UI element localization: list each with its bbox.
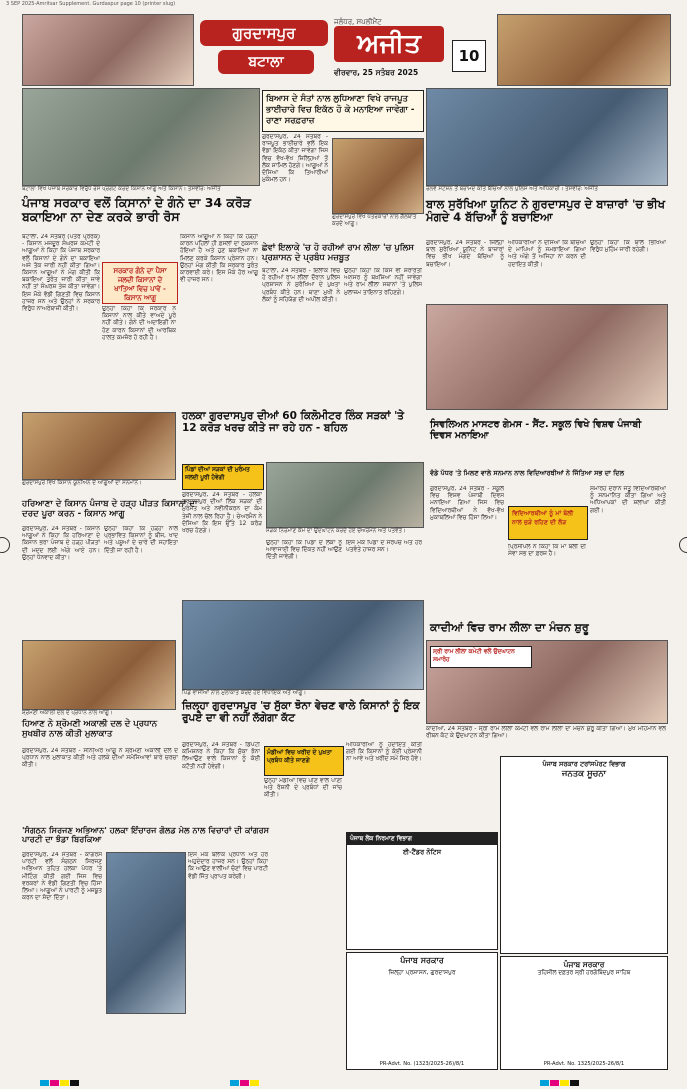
issue-date: ਵੀਰਵਾਰ, 25 ਸਤੰਬਰ 2025 xyxy=(334,68,419,77)
article-body: ਉਨ੍ਹਾਂ ਮੰਡੀਆਂ ਵਿਚ ਪੀਣ ਵਾਲੇ ਪਾਣੀ ਅਤੇ ਰੋਸ਼ਨੀ ਦੇ ਪ੍ਰਬੰਧਾਂ ਦੀ ਜਾਂਚ ਕੀਤੀ। xyxy=(264,778,342,799)
article-body: ਗੁਰਦਾਸਪੁਰ, 24 ਸਤੰਬਰ - ਹਲਕਾ ਗੁਰਦਾਸਪੁਰ ਦੀਆਂ ਲਿੰਕ ਸੜਕਾਂ ਦੀ ਮੁਰੰਮਤ ਅਤੇ ਨਵੀਨੀਕਰਨ ਦਾ ਕੰਮ ਤੇਜ਼ੀ ਨਾਲ ਚੱਲ ਰਿਹਾ ਹੈ। ਚੇਅਰਮੈਨ ਨੇ ਦੱਸਿਆ ਕਿ ਇਸ ਉੱਤੇ 12 ਕਰੋੜ ਖਰਚ ਹੋਣਗੇ। xyxy=(182,492,262,535)
ad-government-notice xyxy=(346,952,498,1070)
article-body: ਗੁਰਦਾਸਪੁਰ, 24 ਸਤੰਬਰ - ਜ਼ਿਲ੍ਹਾ ਬਾਲ ਸੁਰੱਖਿਆ ਯੂਨਿਟ ਨੇ ਬਾਜ਼ਾਰਾਂ ਵਿਚ ਭੀਖ ਮੰਗਦੇ ਬੱਚਿਆਂ ਨੂੰ ਬਚਾਇਆ। xyxy=(426,240,504,268)
article-body: ਕਾਦੀਆਂ, 24 ਸਤੰਬਰ - ਸ੍ਰੀ ਰਾਮ ਲੀਲਾ ਕਮੇਟੀ ਵਲੋਂ ਰਾਮ ਲੀਲਾ ਦਾ ਮੰਚਨ ਸ਼ੁਰੂ ਕੀਤਾ ਗਿਆ। ਮੁੱਖ ਮਹਿਮਾਨ ਵਲੋਂ ਰੀਬਨ ਕੱਟ ਕੇ ਉਦਘਾਟਨ ਕੀਤਾ ਗਿਆ। xyxy=(426,726,666,740)
page-number: 10 xyxy=(452,40,486,72)
photo-caption: ਪਿੰਡ ਵਾਸੀਆਂ ਨਾਲ ਮੁਲਾਕਾਤ ਕਰਦੇ ਹੋਏ ਵਿਧਾਇਕ ਅਤੇ ਆਗੂ। xyxy=(182,690,307,696)
registration-swatch xyxy=(560,1080,569,1086)
crop-mark-left xyxy=(0,537,10,553)
photo-akali-meeting xyxy=(22,640,176,710)
ad-header: ਪੰਜਾਬ ਸਰਕਾਰ xyxy=(563,960,605,969)
article-body: ਉਨ੍ਹਾਂ ਕਿਹਾ ਕਿ ਪਿੰਡਾਂ ਦੇ ਲੋਕਾਂ ਨੂੰ ਆਵਾਜਾਈ ਵਿਚ ਦਿੱਕਤ ਨਹੀਂ ਆਉਣ ਦਿੱਤੀ ਜਾਵੇਗੀ। xyxy=(266,540,342,561)
photo-mla-villagers xyxy=(182,600,424,690)
photo-caption: ਬਟਾਲਾ ਵਿਖੇ ਪੰਜਾਬ ਸਰਕਾਰ ਵਿਰੁੱਧ ਰੋਸ ਪ੍ਰਗਟ ਕਰਦੇ ਕਿਸਾਨ ਆਗੂ ਅਤੇ ਕਿਸਾਨ। ਤਸਵੀਰ: ਅਜੀਤ xyxy=(22,186,221,192)
headline-farmers-dues: ਪੰਜਾਬ ਸਰਕਾਰ ਵਲੋਂ ਕਿਸਾਨਾਂ ਦੇ ਗੰਨੇ ਦਾ 34 ਕਰੋੜ ਬਕਾਇਆ ਨਾ ਦੇਣ ਕਰਕੇ ਭਾਰੀ ਰੋਸ xyxy=(22,195,251,225)
article-body: ਬਟਾਲਾ, 24 ਸਤੰਬਰ (ਪੱਤਰ ਪ੍ਰੇਰਕ) - ਕਿਸਾਨ ਮਜਦੂਰ ਸੰਘਰਸ਼ ਕਮੇਟੀ ਦੇ ਆਗੂਆਂ ਨੇ ਕਿਹਾ ਕਿ ਪੰਜਾਬ ਸਰਕਾਰ ਵਲੋਂ ਕਿਸਾਨਾਂ ਦੇ ਗੰਨੇ ਦਾ ਬਕਾਇਆ ਅਜੇ ਤੱਕ ਜਾਰੀ ਨਹੀਂ ਕੀਤਾ ਗਿਆ। ਕਿਸਾਨ ਆਗੂਆਂ ਨੇ ਮੰਗ ਕੀਤੀ ਕਿ ਬਕਾਇਆ ਤੁਰੰਤ ਜਾਰੀ ਕੀਤਾ ਜਾਵੇ ਨਹੀਂ ਤਾਂ ਸੰਘਰਸ਼ ਤੇਜ਼ ਕੀਤਾ ਜਾਵੇਗਾ। ਇਸ ਮੌਕੇ ਵੱਡੀ ਗਿਣਤੀ ਵਿਚ ਕਿਸਾਨ ਹਾਜ਼ਰ ਸਨ ਅਤੇ ਉਨ੍ਹਾਂ ਨੇ ਸਰਕਾਰ ਵਿਰੁੱਧ ਨਾਅਰੇਬਾਜ਼ੀ ਕੀਤੀ। xyxy=(22,234,100,313)
article-body: ਬਟਾਲਾ, 24 ਸਤੰਬਰ - ਇਲਾਕੇ ਵਿਚ ਹੋ ਰਹੀਆਂ ਰਾਮ ਲੀਲਾ ਦੌਰਾਨ ਪੁਲਿਸ ਪ੍ਰਸ਼ਾਸਨ ਨੇ ਸੁਰੱਖਿਆ ਦੇ ਪੁਖ਼ਤਾ ਪ੍ਰਬੰਧ ਕੀਤੇ ਹਨ। ਥਾਣਾ ਮੁਖੀ ਨੇ ਲੋਕਾਂ ਨੂੰ ਸਹਿਯੋਗ ਦੀ ਅਪੀਲ ਕੀਤੀ। xyxy=(262,268,340,303)
ad-header: ਪੰਜਾਬ ਸਰਕਾਰ xyxy=(400,956,444,965)
headline-punjabi-day: ਸਿਵਲਿਅਨ ਮਾਸਟਰ ਗੇਮਸ - ਸੈਂਟ. ਸਕੂਲ ਵਿਖੇ ਵਿਸ਼ਵ ਪੰਜਾਬੀ ਦਿਵਸ ਮਨਾਇਆ xyxy=(430,419,642,441)
article-body: ਉਨ੍ਹਾਂ ਕਿਹਾ ਕਿ ਹੜ੍ਹਾਂ ਨਾਲ ਪ੍ਰਭਾਵਿਤ ਕਿਸਾਨਾਂ ਨੂੰ ਬੀਜ, ਖਾਦ ਅਤੇ ਪਸ਼ੂਆਂ ਦੇ ਚਾਰੇ ਦੀ ਸਹਾਇਤਾ ਦਿੱਤੀ ਜਾ ਰਹੀ ਹੈ। xyxy=(104,526,178,554)
headline-qadian-ramleela: ਕਾਦੀਆਂ ਵਿਚ ਰਾਮ ਲੀਲਾ ਦਾ ਮੰਚਨ ਸ਼ੁਰੂ xyxy=(430,621,589,634)
ad-title: ਜਨਤਕ ਸੂਚਨਾ xyxy=(561,769,607,779)
article-body: ਪ੍ਰਿੰਸੀਪਲ ਨੇ ਕਿਹਾ ਕਿ ਮਾਂ ਬੋਲੀ ਦੀ ਸੇਵਾ ਸਭ ਦਾ ਫ਼ਰਜ਼ ਹੈ। xyxy=(508,544,586,558)
headline-rajput-gathering: ਬਿਆਸ ਦੇ ਸੰਤਾਂ ਨਾਲ ਲੁਧਿਆਣਾ ਵਿਖੇ ਰਾਜਪੂਤ ਭਾਈਚਾਰੇ ਵਿਚ ਇਕੱਠ ਹੋ ਕੇ ਮਨਾਇਆ ਜਾਵੇਗਾ - ਰਾਣਾ ਸਰਫ਼ਰਾਜ਼ xyxy=(266,94,415,126)
masthead-temple-image-left xyxy=(22,14,194,86)
photo-caption: ਸੜਕ ਨਿਰਮਾਣ ਕੰਮ ਦਾ ਉਦਘਾਟਨ ਕਰਦੇ ਹੋਏ ਚੇਅਰਮੈਨ ਅਤੇ ਪਤਵੰਤੇ। xyxy=(266,528,406,534)
registration-swatch xyxy=(70,1080,79,1086)
article-body: ਕਿਸਾਨ ਆਗੂਆਂ ਨੇ ਕਿਹਾ ਕਿ ਹੜ੍ਹਾਂ ਕਾਰਨ ਪਹਿਲਾਂ ਹੀ ਫ਼ਸਲਾਂ ਦਾ ਨੁਕਸਾਨ ਹੋਇਆ ਹੈ ਅਤੇ ਹੁਣ ਬਕਾਇਆ ਨਾ ਮਿਲਣ ਕਰਕੇ ਕਿਸਾਨ ਪ੍ਰੇਸ਼ਾਨ ਹਨ। ਉਨ੍ਹਾਂ ਮੰਗ ਕੀਤੀ ਕਿ ਸਰਕਾਰ ਤੁਰੰਤ ਕਾਰਵਾਈ ਕਰੇ। ਇਸ ਮੌਕੇ ਹੋਰ ਆਗੂ ਵੀ ਹਾਜ਼ਰ ਸਨ। xyxy=(180,234,258,284)
paper-logo xyxy=(334,26,444,62)
photo-road-inauguration xyxy=(266,462,424,528)
pullquote-text: ਵਿਦਿਆਰਥੀਆਂ ਨੂੰ ਮਾਂ ਬੋਲੀ ਨਾਲ ਜੁੜੇ ਰਹਿਣ ਦੀ ਲੋੜ xyxy=(512,510,574,526)
registration-swatch xyxy=(50,1080,59,1086)
photo-caption: ਗੁਰਦਾਸਪੁਰ ਵਿਖੇ ਪੱਤਰਕਾਰਾਂ ਨਾਲ ਗੱਲਬਾਤ ਕਰਦੇ ਆਗੂ। xyxy=(332,214,417,227)
photo-school-event xyxy=(426,304,668,410)
registration-swatch xyxy=(570,1080,579,1086)
ad-tehsil-notice xyxy=(500,956,668,1070)
article-body: ਉਨ੍ਹਾਂ ਕਿਹਾ ਕਿ ਬਾਲ ਭਿੱਖਿਆ ਵਿਰੁੱਧ ਮੁਹਿੰਮ ਜਾਰੀ ਰਹੇਗੀ। xyxy=(590,240,666,254)
headline-link-roads: ਹਲਕਾ ਗੁਰਦਾਸਪੁਰ ਦੀਆਂ 60 ਕਿਲੋਮੀਟਰ ਲਿੰਕ ਸੜਕਾਂ 'ਤੇ 12 ਕਰੋੜ ਖਰਚ ਕੀਤੇ ਜਾ ਰਹੇ ਹਨ - ਬਹਿਲ xyxy=(182,410,405,435)
registration-swatch xyxy=(40,1080,49,1086)
headline-akali-meeting: ਹਿਆਣ ਨੇ ਸ਼੍ਰੋਮਣੀ ਅਕਾਲੀ ਦਲ ਦੇ ਪ੍ਰਧਾਨ ਸੁਖਬੀਰ ਨਾਲ ਕੀਤੀ ਮੁਲਾਕਾਤ xyxy=(22,719,158,739)
article-body: ਸਮਾਰੋਹ ਦੌਰਾਨ ਜੇਤੂ ਵਿਦਿਆਰਥੀਆਂ ਨੂੰ ਸਨਮਾਨਿਤ ਕੀਤਾ ਗਿਆ ਅਤੇ ਅਧਿਆਪਕਾਂ ਦੀ ਸ਼ਲਾਘਾ ਕੀਤੀ ਗਈ। xyxy=(590,486,666,514)
district-name: ਗੁਰਦਾਸਪੁਰ xyxy=(232,24,296,42)
pullquote-box xyxy=(182,464,264,490)
edition-line: ਜਲੰਧਰ, ਸਪਲੀਮੈਂਟ xyxy=(334,18,382,26)
ad-reference: PR-Advt. No. (1323/2025-26)/8/1 xyxy=(379,1061,465,1067)
article-body: ਗੁਰਦਾਸਪੁਰ, 24 ਸਤੰਬਰ - ਕਿਸਾਨ ਆਗੂਆਂ ਨੇ ਕਿਹਾ ਕਿ ਹਰਿਆਣਾ ਦੇ ਕਿਸਾਨ ਭਰਾ ਪੰਜਾਬ ਦੇ ਹੜ੍ਹ ਪੀੜਤਾਂ ਦੀ ਮਦਦ ਲਈ ਅੱਗੇ ਆਏ ਹਨ। ਉਨ੍ਹਾਂ ਧੰਨਵਾਦ ਕੀਤਾ। xyxy=(22,526,100,561)
article-body: ਉਨ੍ਹਾਂ ਕਿਹਾ ਕਿ ਸਰਕਾਰ ਨੇ ਕਿਸਾਨਾਂ ਨਾਲ ਕੀਤੇ ਵਾਅਦੇ ਪੂਰੇ ਨਹੀਂ ਕੀਤੇ। ਗੰਨੇ ਦੀ ਅਦਾਇਗੀ ਨਾ ਹੋਣ ਕਾਰਨ ਕਿਸਾਨਾਂ ਦੀ ਆਰਥਿਕ ਹਾਲਤ ਕਮਜ਼ੋਰ ਹੋ ਰਹੀ ਹੈ। xyxy=(102,306,176,341)
ad-subheader: ਜ਼ਿਲ੍ਹਾ ਪ੍ਰਸ਼ਾਸਨ, ਗੁਰਦਾਸਪੁਰ xyxy=(388,969,456,976)
photo-congress-workers xyxy=(106,852,186,1014)
masthead xyxy=(200,14,490,84)
article-body: ਗੁਰਦਾਸਪੁਰ, 24 ਸਤੰਬਰ - ਸੀਨੀਅਰ ਆਗੂ ਨੇ ਸ਼੍ਰੋਮਣੀ ਅਕਾਲੀ ਦਲ ਦੇ ਪ੍ਰਧਾਨ ਨਾਲ ਮੁਲਾਕਾਤ ਕੀਤੀ ਅਤੇ ਹਲਕੇ ਦੀਆਂ ਸਮੱਸਿਆਵਾਂ ਬਾਰੇ ਚਰਚਾ ਕੀਤੀ। xyxy=(22,748,178,769)
photo-caption: ਗੁਰਦਾਸਪੁਰ ਵਿਖੇ ਕਿਸਾਨ ਯੂਨੀਅਨ ਦੇ ਆਗੂਆਂ ਦਾ ਸਨਮਾਨ। xyxy=(22,480,142,486)
pullquote-box xyxy=(102,262,178,304)
photo-caption: ਸ਼੍ਰੋਮਣੀ ਅਕਾਲੀ ਦਲ ਦੇ ਪ੍ਰਧਾਨ ਨਾਲ ਆਗੂ। xyxy=(22,710,113,716)
ad-tender-notice xyxy=(346,832,498,950)
pullquote-text: ਪਿੰਡਾਂ ਦੀਆਂ ਸੜਕਾਂ ਦੀ ਮੁਰੰਮਤ ਜਲਦੀ ਪੂਰੀ ਹੋਵੇਗੀ xyxy=(185,467,250,481)
ad-transport-notice xyxy=(500,756,668,954)
photo-caption: ਰੇਲਵੇ ਸਟੇਸ਼ਨ ਤੋਂ ਬਰਾਮਦ ਕੀਤੇ ਬੱਚਿਆਂ ਨਾਲ ਪੁਲਿਸ ਅਤੇ ਅਧਿਕਾਰੀ। ਤਸਵੀਰ: ਅਜੀਤ xyxy=(426,186,598,192)
article-body: ਗੁਰਦਾਸਪੁਰ, 24 ਸਤੰਬਰ - ਸਕੂਲ ਵਿਚ ਵਿਸ਼ਵ ਪੰਜਾਬੀ ਦਿਵਸ ਮਨਾਇਆ ਗਿਆ ਜਿਸ ਵਿਚ ਵਿਦਿਆਰਥੀਆਂ ਨੇ ਵੱਖ-ਵੱਖ ਮੁਕਾਬਲਿਆਂ ਵਿਚ ਹਿੱਸਾ ਲਿਆ। xyxy=(430,486,504,521)
ad-reference: PR-Advt. No. 1325/2025-26/8/1 xyxy=(543,1061,625,1067)
registration-swatch xyxy=(250,1080,259,1086)
headline-child-rescue: ਬਾਲ ਸੁਰੱਖਿਆ ਯੂਨਿਟ ਨੇ ਗੁਰਦਾਸਪੁਰ ਦੇ ਬਾਜ਼ਾਰਾਂ 'ਚ ਭੀਖ ਮੰਗਦੇ 4 ਬੱਚਿਆਂ ਨੂੰ ਬਚਾਇਆ xyxy=(426,197,666,225)
ad-header: ਪੰਜਾਬ ਲੋਕ ਨਿਰਮਾਣ ਵਿਭਾਗ xyxy=(347,833,497,845)
headline-congress-campaign: 'ਸੰਗਠਨ ਸਿਰਜਣ ਅਭਿਆਨ' ਹਲਕਾ ਇੰਚਾਰਜ ਗੋਲਡ ਮੇਲ ਨਾਲ ਵਿਚਾਰਾਂ ਦੀ ਕਾਂਗਰਸ ਪਾਰਟੀ ਦਾ ਝੰਡਾ ਬਿਰਕਿਆ xyxy=(22,825,270,845)
pullquote-text: ਸਰਕਾਰ ਗੰਨੇ ਦਾ ਪੈਸਾ ਜਲਦੀ ਕਿਸਾਨਾਂ ਦੇ ਖਾਤਿਆਂ ਵਿਚ ਪਾਵੇ - ਕਿਸਾਨ ਆਗੂ xyxy=(113,267,167,302)
article-body: ਉਨ੍ਹਾਂ ਕਿਹਾ ਕਿ ਕਿਸੇ ਵੀ ਸ਼ਰਾਰਤੀ ਅਨਸਰ ਨੂੰ ਬਖ਼ਸ਼ਿਆ ਨਹੀਂ ਜਾਵੇਗਾ ਅਤੇ ਰਾਮ ਲੀਲਾ ਸਥਾਨਾਂ 'ਤੇ ਪੁਲਿਸ ਮੁਲਾਜ਼ਮ ਤਾਇਨਾਤ ਰਹਿਣਗੇ। xyxy=(344,268,422,296)
photo-leaders xyxy=(332,138,424,214)
subheadline-students: ਵੱਡੇ ਪੱਧਰ 'ਤੇ ਮਿਲਣ ਵਾਲੇ ਸਨਮਾਨ ਨਾਲ ਵਿਦਿਆਰਥੀਆਂ ਨੇ ਜਿੱਤਿਆ ਸਭ ਦਾ ਦਿਲ xyxy=(430,469,624,477)
pullquote-box xyxy=(264,746,344,776)
print-slug: 3 SEP 2025-Amritsar Supplement. Gurdaspur page 10 (printer slug) xyxy=(6,1,176,7)
ad-header: ਪੰਜਾਬ ਸਰਕਾਰ ਟਰਾਂਸਪੋਰਟ ਵਿਭਾਗ xyxy=(542,760,626,768)
headline-box xyxy=(262,90,424,132)
paper-name: ਅਜੀਤ xyxy=(357,29,421,59)
photo-rescued-children xyxy=(426,88,668,186)
article-body: ਗੁਰਦਾਸਪੁਰ, 24 ਸਤੰਬਰ - ਡਿਪਟੀ ਕਮਿਸ਼ਨਰ ਨੇ ਕਿਹਾ ਕਿ ਸੁੱਕਾ ਝੋਨਾ ਲਿਆਉਣ ਵਾਲੇ ਕਿਸਾਨਾਂ ਨੂੰ ਕੋਈ ਕਟੌਤੀ ਨਹੀਂ ਹੋਵੇਗੀ। xyxy=(182,742,260,770)
town-name: ਬਟਾਲਾ xyxy=(248,54,284,70)
ad-subheader: ਤਹਿਸੀਲ ਦਫ਼ਤਰ ਸ੍ਰੀ ਹਰਗੋਬਿੰਦਪੁਰ ਸਾਹਿਬ xyxy=(537,970,631,976)
registration-swatch xyxy=(230,1080,239,1086)
article-body: ਇਸ ਮੌਕੇ ਪਿੰਡਾਂ ਦੇ ਸਰਪੰਚ ਅਤੇ ਹੋਰ ਪਤਵੰਤੇ ਹਾਜ਼ਰ ਸਨ। xyxy=(346,540,422,554)
headline-paddy-procurement: ਜ਼ਿਲ੍ਹਾ ਗੁਰਦਾਸਪੁਰ 'ਚ ਸੁੱਕਾ ਝੋਨਾ ਵੇਚਣ ਵਾਲੇ ਕਿਸਾਨਾਂ ਨੂੰ ਇਕ ਰੁਪਏ ਦਾ ਵੀ ਨਹੀਂ ਲੱਗੇਗਾ ਕੱਟ xyxy=(182,700,420,725)
photo-farmers-protest xyxy=(22,88,260,186)
pullquote-text: ਸ੍ਰੀ ਰਾਮ ਲੀਲਾ ਕਮੇਟੀ ਵਲੋਂ ਉਦਘਾਟਨ ਸਮਾਰੋਹ xyxy=(433,649,515,663)
registration-swatch xyxy=(540,1080,549,1086)
pullquote-text: ਮੰਡੀਆਂ ਵਿਚ ਖਰੀਦ ਦੇ ਪੁਖ਼ਤਾ ਪ੍ਰਬੰਧ ਕੀਤੇ ਜਾਣਗੇ xyxy=(267,749,332,764)
article-body: ਅਧਿਕਾਰੀਆਂ ਨੂੰ ਹਦਾਇਤ ਕੀਤੀ ਗਈ ਕਿ ਕਿਸਾਨਾਂ ਨੂੰ ਕੋਈ ਪ੍ਰੇਸ਼ਾਨੀ ਨਾ ਆਵੇ ਅਤੇ ਖਰੀਦ ਸਮੇਂ ਸਿਰ ਹੋਵੇ। xyxy=(346,742,422,763)
registration-swatch xyxy=(550,1080,559,1086)
district-banner xyxy=(200,20,328,46)
headline-haryana-farmers: ਹਰਿਆਣਾ ਦੇ ਕਿਸਾਨ ਪੰਜਾਬ ਦੇ ਹੜ੍ਹ ਪੀੜਤ ਕਿਸਾਨਾਂ ਦਾ ਦਰਦ ਪੂਰਾ ਕਰਨ - ਕਿਸਾਨ ਆਗੂ xyxy=(22,499,198,519)
article-body: ਗੁਰਦਾਸਪੁਰ, 24 ਸਤੰਬਰ - ਰਾਜਪੂਤ ਭਾਈਚਾਰੇ ਵਲੋਂ ਇਕ ਵੱਡਾ ਇਕੱਠ ਕੀਤਾ ਜਾਵੇਗਾ ਜਿਸ ਵਿਚ ਵੱਖ-ਵੱਖ ਜ਼ਿਲ੍ਹਿਆਂ ਤੋਂ ਲੋਕ ਸ਼ਾਮਿਲ ਹੋਣਗੇ। ਆਗੂਆਂ ਨੇ ਦੱਸਿਆ ਕਿ ਤਿਆਰੀਆਂ ਮੁਕੰਮਲ ਹਨ। xyxy=(262,134,328,184)
article-body: ਗੁਰਦਾਸਪੁਰ, 24 ਸਤੰਬਰ - ਕਾਂਗਰਸ ਪਾਰਟੀ ਵਲੋਂ ਸੰਗਠਨ ਸਿਰਜਣ ਅਭਿਆਨ ਤਹਿਤ ਹਲਕਾ ਪੱਧਰ 'ਤੇ ਮੀਟਿੰਗ ਕੀਤੀ ਗਈ ਜਿਸ ਵਿਚ ਵਰਕਰਾਂ ਨੇ ਵੱਡੀ ਗਿਣਤੀ ਵਿਚ ਹਿੱਸਾ ਲਿਆ। ਆਗੂਆਂ ਨੇ ਪਾਰਟੀ ਨੂੰ ਮਜ਼ਬੂਤ ਕਰਨ ਦਾ ਸੱਦਾ ਦਿੱਤਾ। xyxy=(22,852,102,902)
pullquote-box xyxy=(508,506,588,540)
ad-title: ਈ-ਟੈਂਡਰ ਨੋਟਿਸ xyxy=(402,848,442,856)
article-body: ਇਸ ਮੌਕੇ ਬਲਾਕ ਪ੍ਰਧਾਨ ਅਤੇ ਹੋਰ ਅਹੁਦੇਦਾਰ ਹਾਜ਼ਰ ਸਨ। ਉਨ੍ਹਾਂ ਕਿਹਾ ਕਿ ਆਉਣ ਵਾਲੀਆਂ ਚੋਣਾਂ ਵਿਚ ਪਾਰਟੀ ਵੱਡੀ ਜਿੱਤ ਪ੍ਰਾਪਤ ਕਰੇਗੀ। xyxy=(188,852,268,880)
registration-swatch xyxy=(240,1080,249,1086)
town-banner xyxy=(218,50,314,74)
pullquote-box xyxy=(430,646,532,668)
crop-mark-right xyxy=(679,537,687,553)
photo-farmer-leaders xyxy=(22,412,176,480)
registration-swatch xyxy=(60,1080,69,1086)
article-body: ਅਧਿਕਾਰੀਆਂ ਨੇ ਦੱਸਿਆ ਕਿ ਬੱਚਿਆਂ ਦੇ ਮਾਪਿਆਂ ਨੂੰ ਸਮਝਾਇਆ ਗਿਆ ਅਤੇ ਅੱਗੇ ਤੋਂ ਅਜਿਹਾ ਨਾ ਕਰਨ ਦੀ ਹਦਾਇਤ ਕੀਤੀ। xyxy=(508,240,586,268)
headline-ramleela-security: ਛੇਵਾਂ ਇਲਾਕੇ 'ਚ ਹੋ ਰਹੀਆਂ ਰਾਮ ਲੀਲਾ 'ਚ ਪੁਲਿਸ ਪ੍ਰਸ਼ਾਸਨ ਦੇ ਪ੍ਰਬੰਧ ਮਜ਼ਬੂਤ xyxy=(262,243,414,263)
masthead-temple-image-right xyxy=(497,14,671,86)
